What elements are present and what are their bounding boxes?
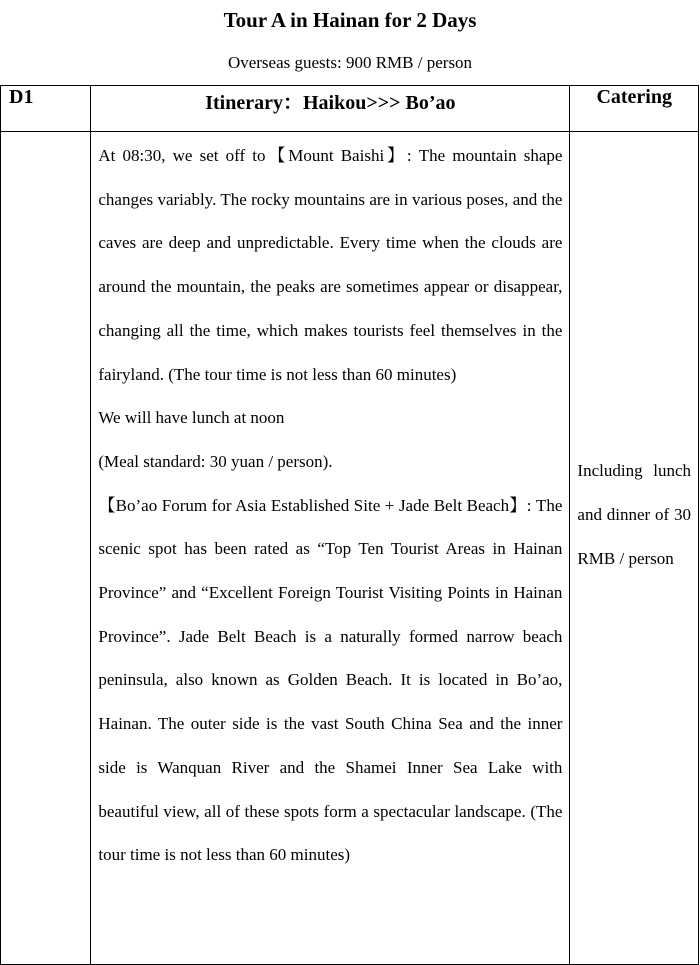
header-itinerary: Itinerary：Haikou>>> Bo’ao bbox=[91, 86, 570, 132]
itinerary-paragraph-lunch: We will have lunch at noon bbox=[98, 408, 285, 428]
day-cell bbox=[1, 132, 91, 965]
itinerary-paragraph-meal-standard: (Meal standard: 30 yuan / person). bbox=[98, 451, 333, 471]
header-catering: Catering bbox=[570, 86, 699, 132]
itinerary-cell bbox=[91, 132, 570, 965]
catering-text: Including lunch and dinner of 30 RMB / person bbox=[577, 461, 691, 568]
itinerary-paragraph-boao-forum: 【Bo’ao Forum for Asia Established Site + Jade Belt Beach】: The scenic spot has been rated as “Top Ten Tourist Areas in Hainan Province” and “Excellent Foreign Tourist Visiting Points in Hainan Province”. Jade Belt Beach is a naturally formed narrow beach peninsula, also known as Golden Beach. It is located in Bo’ao, Hainan. The outer side is the vast South China Sea and the inner side is Wanquan River and the Shamei Inner Sea Lake with beautiful view, all of these spots form a spectacular landscape. (The tour time is not less than 60 minutes) bbox=[98, 495, 563, 865]
itinerary-paragraph-mount-baishi: At 08:30, we set off to【Mount Baishi】: The mountain shape changes variably. The rocky mountains are in various poses, and the caves are deep and unpredictable. Every time when the clouds are around the mountain, the peaks are sometimes appear or disappear, changing all the time, which makes tourists feel themselves in the fairyland. (The tour time is not less than 60 minutes) bbox=[98, 146, 563, 384]
document-title: Tour A in Hainan for 2 Days bbox=[223, 8, 477, 32]
table-row bbox=[1, 132, 699, 965]
itinerary-table bbox=[0, 85, 699, 965]
table-header-row bbox=[1, 86, 699, 132]
document-subtitle: Overseas guests: 900 RMB / person bbox=[227, 53, 473, 72]
header-day: D1 bbox=[1, 86, 91, 132]
catering-cell bbox=[570, 132, 699, 965]
